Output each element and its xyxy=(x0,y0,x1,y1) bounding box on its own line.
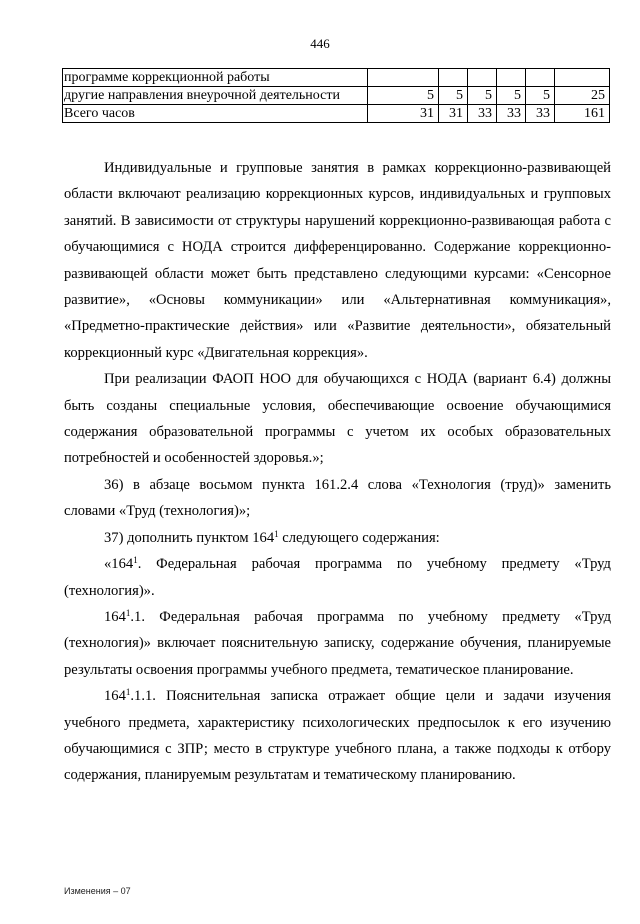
paragraph-item-37 xyxy=(64,525,611,551)
table-cell: 5 xyxy=(439,87,468,105)
table-cell: 5 xyxy=(468,87,497,105)
page-number: 446 xyxy=(310,36,330,51)
paragraph-text: следующего содержания: xyxy=(278,529,440,546)
superscript: 1 xyxy=(133,555,138,566)
table-cell: 5 xyxy=(526,87,555,105)
table-row xyxy=(63,105,610,123)
table-cell: 25 xyxy=(555,87,610,105)
paragraph-text: «164 xyxy=(104,556,134,573)
table-cell xyxy=(555,69,610,87)
row-label: Всего часов xyxy=(63,105,368,123)
table-cell xyxy=(439,69,468,87)
paragraph-text: .1.1. Пояснительная записка отражает общие цели и задачи изучения учебного предмета, характеристику психологических предпосылок к его изучению обучающимися с ЗПР; место в структуре учебного плана, а также подходы к отбору содержания, планируемым результатам и тематическому планированию. xyxy=(64,688,611,784)
table-cell: 33 xyxy=(497,105,526,123)
row-label: программе коррекционной работы xyxy=(63,69,368,87)
body-text xyxy=(64,155,611,789)
table-cell: 33 xyxy=(526,105,555,123)
table-cell: 161 xyxy=(555,105,610,123)
superscript: 1 xyxy=(125,607,131,618)
paragraph-text: 164 xyxy=(104,688,126,705)
paragraph-text: . Федеральная рабочая программа по учебному предмету «Труд (технология)». xyxy=(64,556,611,599)
table-cell xyxy=(468,69,497,87)
table-cell: 31 xyxy=(368,105,439,123)
paragraph-164-1 xyxy=(64,551,611,604)
table-cell: 5 xyxy=(368,87,439,105)
paragraph-correctional-area: Индивидуальные и групповые занятия в рамках коррекционно-развивающей области включают реализацию коррекционных курсов, индивидуальных и групповых занятий. В зависимости от структуры нарушений коррекционно-развивающая работа с обучающимися с НОДА строится дифференцированно. Содержание коррекционно-развивающей области может быть представлено следующими курсами: «Сенсорное развитие», «Основы коммуникации» или «Альтернативная коммуникация», «Предметно-практические действия» или «Развитие деятельности», обязательный коррекционный курс «Двигательная коррекция». xyxy=(64,160,611,361)
superscript: 1 xyxy=(125,687,131,698)
paragraph-text: .1. Федеральная рабочая программа по учебному предмету «Труд (технология)» включает пояснительную записку, содержание обучения, планируемые результаты освоения программы учебного предмета, тематическое планирование. xyxy=(64,608,611,678)
paragraph-text: 37) дополнить пунктом 164 xyxy=(104,529,275,546)
paragraph-164-1-1-1 xyxy=(64,683,611,789)
superscript: 1 xyxy=(274,528,279,539)
table-cell: 31 xyxy=(439,105,468,123)
hours-table xyxy=(62,68,610,123)
table-cell: 33 xyxy=(468,105,497,123)
table-cell xyxy=(368,69,439,87)
table-cell: 5 xyxy=(497,87,526,105)
table-row xyxy=(63,69,610,87)
table-cell xyxy=(526,69,555,87)
row-label: другие направления внеурочной деятельности xyxy=(63,87,368,105)
paragraph-164-1-1 xyxy=(64,604,611,683)
paragraph-text: 164 xyxy=(104,608,126,625)
table-row xyxy=(63,87,610,105)
footer-note: Изменения – 07 xyxy=(64,886,131,896)
table-cell xyxy=(497,69,526,87)
paragraph-special-conditions: При реализации ФАОП НОО для обучающихся с НОДА (вариант 6.4) должны быть созданы специальные условия, обеспечивающие освоение обучающимися содержания образовательной программы с учетом их особых образовательных потребностей и особенностей здоровья.»; xyxy=(64,371,611,467)
paragraph-item-36: 36) в абзаце восьмом пункта 161.2.4 слова «Технология (труд)» заменить словами «Труд (технология)»; xyxy=(64,476,611,520)
